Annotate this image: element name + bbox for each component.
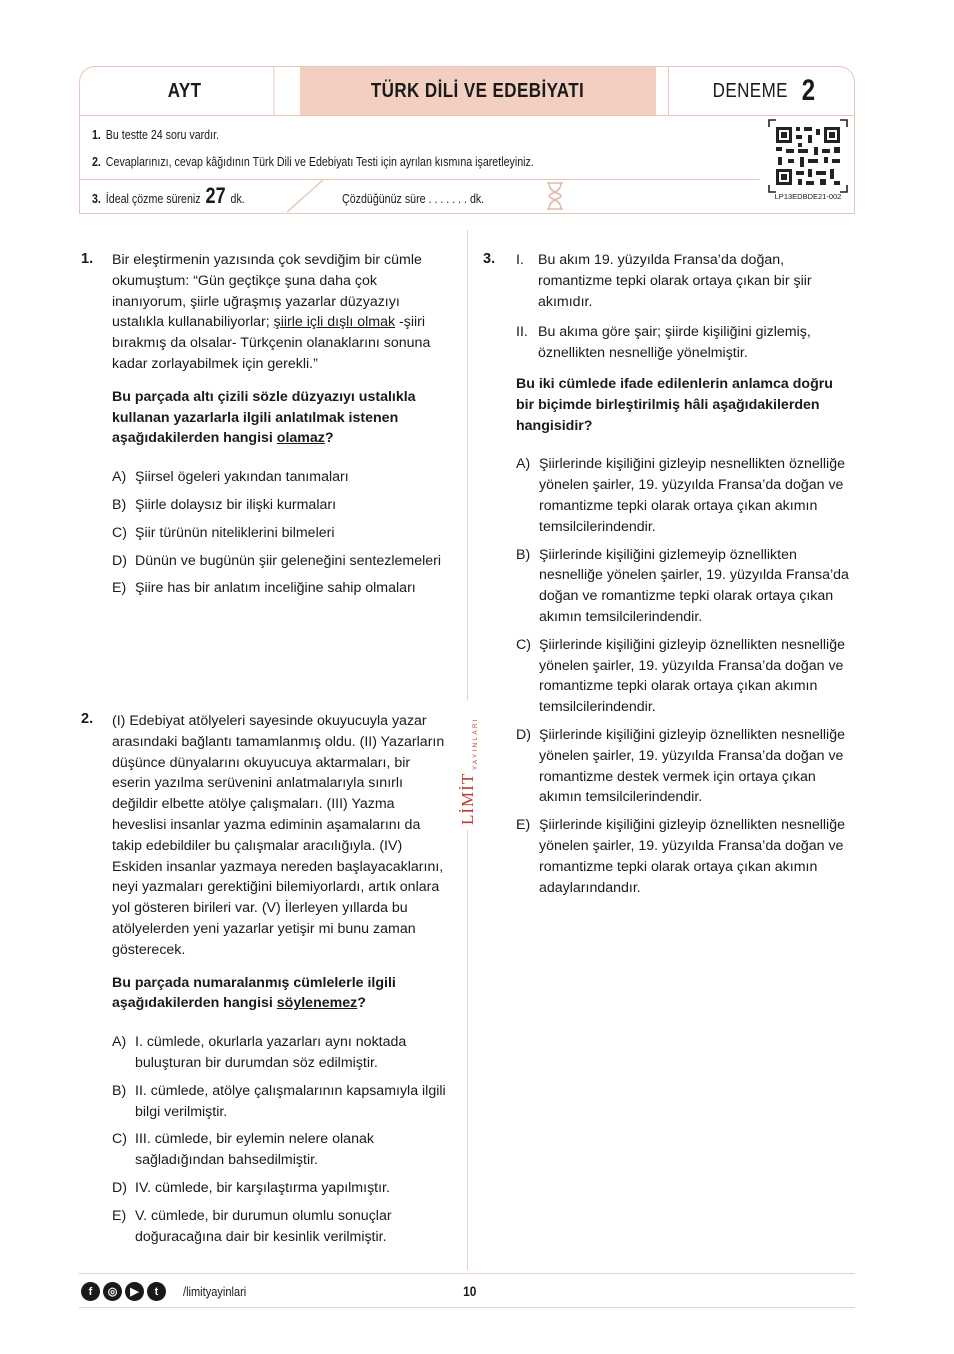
instruction-1-num: 1.: [92, 127, 101, 142]
option-letter: E): [516, 817, 531, 834]
qr-code-icon: [768, 119, 848, 203]
question-2: [112, 711, 450, 1254]
question-3-number: 3.: [483, 251, 496, 267]
q2-stem-negation: söylenemez: [276, 995, 358, 1012]
option-letter: A): [112, 469, 127, 486]
option-text: Şiirlerinde kişiliğini gizleyip nesnellikten öznelliğe yönelen şairler, 19. yüzyılda Fransa’da doğan ve romantizme tepki olarak ortaya çıkan akımın temsilcilerindendir.: [539, 456, 845, 535]
instruction-2-num: 2.: [92, 154, 101, 169]
q2-option-e[interactable]: [112, 1206, 450, 1248]
q1-underlined-phrase: şiirle içli dışlı olmak: [273, 314, 396, 331]
question-2-passage: (I) Edebiyat atölyeleri sayesinde okuyucuyla yazar arasındaki bağlantı tamamlanmış oldu. (II) Yazarların düşünce dünyalarını okuyucuya aktarmaları, bir eserin yazılma serüvenini anlatmalarıyla sınırlı değildir elbette atölye çalışmaları. (III) Yazma heveslisi insanlar yazma ediminin aşamalarını da takip edebildiler bu çalışmalar aracılığıyla. (IV) Eskiden insanlar yazmaya nereden başlayacaklarını, neyi yazmaları gerektiğini bilemiyorlardı, artık onlara yol gösteren birileri var. (V) İlerleyen yıllarda bu atölyelerden yeni yazarlar yetişir mi bunu zaman gösterecek.: [112, 713, 445, 958]
question-1: [112, 250, 447, 606]
divider-slash: [285, 179, 325, 213]
q3-option-e[interactable]: [516, 815, 854, 898]
social-handle[interactable]: /limityayinlari: [183, 1284, 247, 1299]
question-2-options: [112, 1032, 450, 1247]
statement-text: Bu akım 19. yüzyılda Fransa’da doğan, romantizme tepki olarak ortaya çıkan bir şiir akımıdır.: [538, 252, 812, 310]
instruction-1: [92, 127, 219, 142]
q1-passage-start: Bir eleştirmenin yazısında çok sevdiğim bir cümle okumuştum: “Gün geçtikçe şuna daha çok inanıyorum, şiirle uğraşmış yazarlar düzyazıyı ustalıkla kullanabiliyorlar;: [112, 252, 422, 331]
q1-option-c[interactable]: [112, 523, 447, 544]
option-letter: B): [516, 546, 531, 563]
deneme-number: 2: [801, 74, 816, 107]
option-text: Şiirle dolaysız bir ilişki kurmaları: [135, 496, 337, 513]
instruction-1-text: Bu testte 24 soru vardır.: [105, 127, 219, 142]
facebook-icon[interactable]: f: [81, 1282, 100, 1301]
option-letter: E): [112, 1207, 127, 1224]
q2-option-d[interactable]: [112, 1178, 450, 1199]
q1-option-e[interactable]: [112, 578, 447, 599]
option-letter: C): [112, 1131, 127, 1148]
question-3-options: [516, 454, 854, 898]
q3-statement-1: [516, 250, 854, 312]
svg-text:YAYINLARI: YAYINLARI: [473, 717, 479, 770]
hourglass-icon: [544, 181, 566, 211]
exam-type: AYT: [96, 67, 275, 115]
twitter-icon[interactable]: t: [147, 1282, 166, 1301]
option-letter: B): [112, 496, 127, 513]
option-text: III. cümlede, bir eylemin nelere olanak sağladığından bahsedilmiştir.: [135, 1131, 374, 1169]
option-letter: E): [112, 580, 127, 597]
q1-stem-mark: ?: [324, 430, 334, 447]
option-letter: B): [112, 1082, 127, 1099]
svg-text:LİMİT: LİMİT: [458, 772, 477, 825]
q2-option-c[interactable]: [112, 1129, 450, 1171]
footer-bottom-rule: [79, 1307, 855, 1308]
option-letter: A): [112, 1034, 127, 1051]
q1-option-a[interactable]: [112, 467, 447, 488]
ideal-minutes: 27: [205, 183, 226, 208]
footer-top-rule: [79, 1273, 855, 1274]
question-2-stem: [112, 973, 450, 1015]
q2-option-b[interactable]: [112, 1081, 450, 1123]
instruction-2: [92, 154, 534, 169]
option-text: V. cümlede, bir durumun olumlu sonuçlar doğuracağına dair bir kesinlik verilmiştir.: [135, 1207, 392, 1245]
social-links: [81, 1282, 166, 1301]
option-text: Şiir türünün niteliklerini bilmeleri: [135, 524, 335, 541]
instruction-2-text: Cevaplarınızı, cevap kâğıdının Türk Dili ve Edebiyatı Testi için ayrılan kısmına işaretleyiniz.: [105, 154, 534, 169]
instagram-icon[interactable]: ◎: [103, 1282, 122, 1301]
question-1-options: [112, 467, 447, 599]
ideal-time-label: İdeal çözme süreniz: [105, 191, 201, 206]
q2-option-a[interactable]: [112, 1032, 450, 1074]
q3-option-a[interactable]: [516, 454, 854, 537]
question-1-number: 1.: [81, 251, 94, 267]
question-2-number: 2.: [81, 711, 94, 727]
q3-option-d[interactable]: [516, 725, 854, 808]
ideal-unit: dk.: [230, 191, 245, 206]
statement-text: Bu akıma göre şair; şiirde kişiliğini gizlemiş, öznellikten nesnelliğe yönelmiştir.: [538, 324, 811, 362]
subject-title-text: TÜRK DİLİ VE EDEBİYATI: [371, 79, 585, 102]
question-3-stem: Bu iki cümlede ifade edilenlerin anlamca doğru bir biçimde birleştirilmiş hâli aşağıdakilerden hangisidir?: [516, 375, 833, 434]
option-text: Şiirsel ögeleri yakından tanımaları: [135, 469, 349, 486]
option-letter: D): [112, 552, 127, 569]
statement-roman: I.: [516, 252, 524, 268]
option-letter: C): [112, 524, 127, 541]
instruction-3-num: 3.: [92, 191, 101, 206]
option-text: Şiirlerinde kişiliğini gizleyip öznellikten nesnelliğe yönelen şairler, 19. yüzyılda Fransa’da doğan ve romantizme tepki olarak ortaya çıkan akımın adaylarındandır.: [539, 817, 845, 896]
deneme-label: DENEME: [712, 79, 788, 102]
question-3: [516, 250, 854, 905]
q2-stem-mark: ?: [357, 995, 366, 1012]
q1-option-d[interactable]: [112, 551, 447, 572]
qr-code-label: LP13EDBDE21-002: [774, 192, 842, 201]
q3-statement-2: [516, 322, 854, 364]
question-1-passage: [112, 250, 447, 375]
q1-stem-negation: olamaz: [276, 430, 325, 447]
option-letter: D): [112, 1179, 127, 1196]
q1-option-b[interactable]: [112, 495, 447, 516]
page-number: 10: [463, 1283, 477, 1299]
statement-roman: II.: [516, 324, 528, 341]
limit-yayinlari-logo: [455, 700, 485, 830]
option-letter: C): [516, 636, 531, 653]
solved-time: Çözdüğünüz süre . . . . . . . dk.: [342, 191, 485, 206]
option-text: Şiire has bir anlatım inceliğine sahip olmaları: [135, 580, 416, 597]
deneme-box: [668, 67, 854, 115]
option-text: Şiirlerinde kişiliğini gizleyip öznellikten nesnelliğe yönelen şairler, 19. yüzyılda Fransa’da doğan ve romantizme tepki olarak ortaya çıkan akımın temsilcilerindendir.: [539, 636, 845, 716]
q3-option-c[interactable]: [516, 635, 854, 718]
option-letter: D): [516, 726, 531, 743]
subject-title: [300, 67, 656, 115]
q1-stem-text: Bu parçada altı çizili sözle düzyazıyı ustalıkla kullanan yazarlarla ilgili anlatılmak istenen aşağıdakilerden hangisi: [112, 388, 416, 447]
question-1-stem: [112, 387, 447, 449]
q3-option-b[interactable]: [516, 545, 854, 628]
option-letter: A): [516, 456, 531, 473]
exam-header: [79, 66, 855, 214]
option-text: Dünün ve bugünün şiir geleneğini sentezlemeleri: [135, 552, 442, 569]
option-text: IV. cümlede, bir karşılaştırma yapılmıştır.: [135, 1179, 390, 1196]
option-text: Şiirlerinde kişiliğini gizlemeyip öznellikten nesnelliğe yönelen şairler, 19. yüzyılda Fransa’da doğan ve romantizme tepki olarak ortaya çıkan akımın temsilcilerindendir.: [539, 546, 849, 625]
q1-passage-end: -şiiri bırakmış da olsalar- Türkçenin olanaklarını sonuna kadar zorlayabilmek için gerekli.”: [112, 314, 431, 372]
youtube-icon[interactable]: ▶: [125, 1282, 144, 1301]
ideal-time: [92, 183, 245, 209]
option-text: I. cümlede, okurlarla yazarları aynı noktada buluşturan bir durumdan söz edilmiştir.: [135, 1034, 407, 1071]
option-text: II. cümlede, atölye çalışmalarının kapsamıyla ilgili bilgi verilmiştir.: [135, 1082, 446, 1120]
option-text: Şiirlerinde kişiliğini gizleyip öznellikten nesnelliğe yönelen şairler, 19. yüzyılda Fransa’da doğan ve romantizme destek vermek için ortaya çıkan akımın temsilcilerindendir.: [539, 726, 845, 806]
q2-stem-text: Bu parçada numaralanmış cümlelerle ilgili aşağıdakilerden hangisi: [112, 974, 396, 1012]
